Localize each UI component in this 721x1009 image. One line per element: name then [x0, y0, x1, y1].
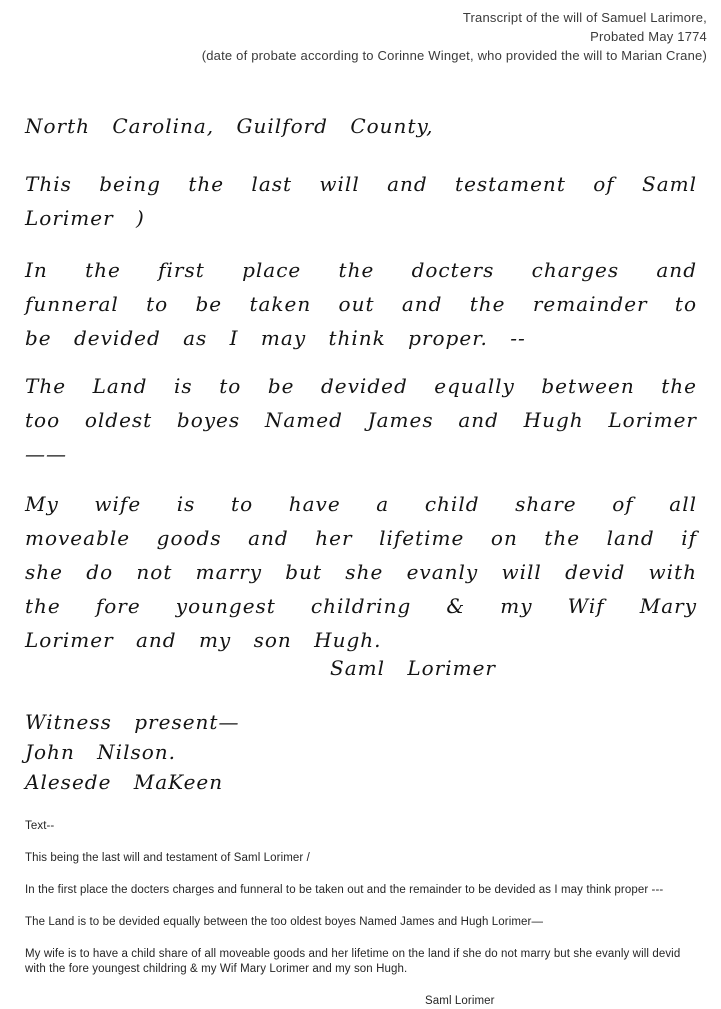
- typed-transcript: [0, 797, 721, 1009]
- witness-name-2: Alesede MaKeen: [25, 770, 224, 794]
- manuscript-paragraph-2: In the first place the docters charges and funneral to be taken out and the remainder to be devided as I may think proper. --: [25, 258, 697, 350]
- header-line-1: Transcript of the will of Samuel Larimore,: [462, 10, 707, 25]
- header-line-3: (date of probate according to Corinne Winget, who provided the will to Marian Crane): [201, 48, 707, 63]
- witness-heading: Witness present—: [25, 710, 240, 734]
- manuscript-paragraph-3: The Land is to be devided equally between the too oldest boyes Named James and Hugh Lorimer——: [25, 374, 697, 466]
- manuscript-heading: North Carolina, Guilford County,: [25, 114, 434, 138]
- transcript-paragraph-3: The Land is to be devided equally between the too oldest boyes Named James and Hugh Lorimer—: [25, 916, 544, 928]
- handwritten-will: [0, 109, 721, 797]
- manuscript-paragraph-4: My wife is to have a child share of all moveable goods and her lifetime on the land if she do not marry but she evanly will devid with the fore youngest childring & my Wif Mary Lorimer and my son Hugh.: [25, 492, 697, 652]
- transcript-paragraph-1: This being the last will and testament of Saml Lorimer /: [25, 852, 310, 864]
- transcript-label: Text--: [25, 820, 55, 832]
- transcript-signature: Saml Lorimer: [425, 995, 495, 1007]
- manuscript-paragraph-1: This being the last will and testament of Saml Lorimer ): [25, 172, 697, 230]
- header-line-2: Probated May 1774: [590, 29, 707, 44]
- witness-name-1: John Nilson.: [25, 740, 177, 764]
- manuscript-signature: Saml Lorimer: [330, 656, 496, 680]
- witness-block: [25, 707, 697, 797]
- transcript-paragraph-2: In the first place the docters charges and funneral to be taken out and the remainder to be devided as I may think proper ---: [25, 884, 664, 896]
- typed-header: [0, 0, 721, 65]
- transcript-paragraph-4: My wife is to have a child share of all moveable goods and her lifetime on the land if she do not marry but she evanly will devid with the fore youngest childring & my Wif Mary Lorimer and my son Hugh.: [25, 948, 681, 975]
